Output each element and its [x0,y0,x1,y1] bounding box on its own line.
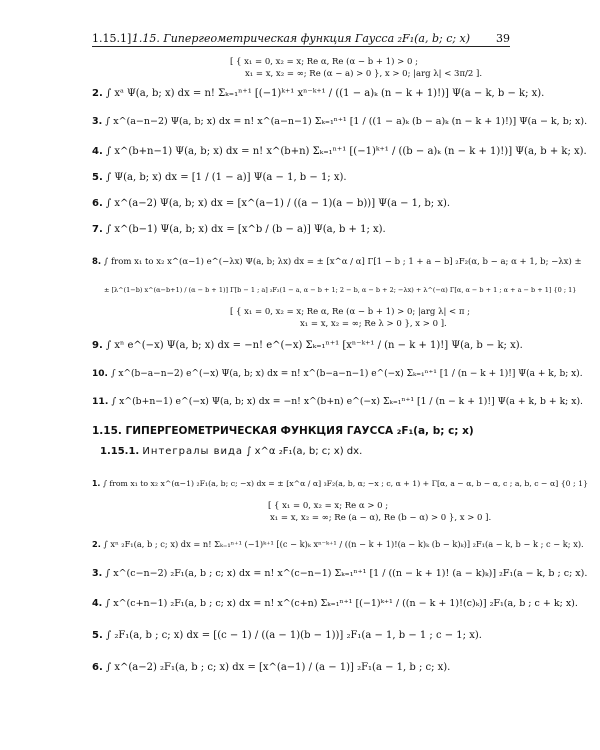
condition-line: x₁ = x, x₂ = ∞; Re λ > 0 }, x > 0 ]. [300,319,447,329]
formula-line [92,368,583,380]
formula-line [92,478,588,490]
formula-line [92,224,386,236]
formula-line [92,340,523,352]
formula-line [92,198,450,210]
condition-line: [ { x₁ = 0, x₂ = x; Re α > 0 ; [268,501,389,511]
condition-line: x₁ = x, x₂ = ∞; Re (α − a) > 0 }, x > 0; |arg λ| < 3π/2 ]. [245,69,483,79]
condition-line: x₁ = x, x₂ = ∞; Re (a − α), Re (b − α) > 0 }, x > 0 ]. [270,513,492,523]
formula-number: 4. [92,146,103,157]
header-section-number: 1.15.1] [92,32,132,45]
formula-number: 9. [92,340,103,351]
formula-text: ∫ xⁿ e^(−x) Ψ(a, b; x) dx = −n! e^(−x) Σₖ₌₁ⁿ⁺¹ [xⁿ⁻ᵏ⁺¹ / (n − k + 1)!] Ψ(a, b − k; x). [105,340,523,351]
formula-text: ∫ x^(a−n−2) Ψ(a, b; x) dx = n! x^(a−n−1) Σₖ₌₁ⁿ⁺¹ [1 / ((1 − a)ₖ (b − a)ₖ (n − k + 1)!)] Ψ(a − k, b; x). [105,116,588,127]
formula-line [92,172,347,184]
subsection-number: 1.15.1. [100,446,140,457]
formula-text: ∫ x^(c+n−1) ₂F₁(a, b ; c; x) dx = n! x^(c+n) Σₖ₌₁ⁿ⁺¹ [(−1)ᵏ⁺¹ / ((n − k + 1)!(c)ₖ)] ₂F₁(a, b ; c + k; x). [105,598,578,609]
formula-number: 4. [92,598,103,609]
formula-text: ∫ from x₁ to x₂ x^(α−1) ₂F₁(a, b; c; −x) dx = ± [x^α / α] ₃F₂(a, b, α; −x ; c, α + 1) + Γ[α, a − α, b − α, c ; a, b, c − α] {0 ; 1} [102,479,588,488]
subsection-formula: ∫ x^α ₂F₁(a, b; c; x) dx. [246,446,363,457]
formula-number: 1. [92,479,101,488]
page-number: 39 [496,32,510,45]
formula-continuation: ± [λ^(1−b) x^(α−b+1) / (α − b + 1)] Γ[b − 1 ; a] ₂F₂(1 − a, α − b + 1; 2 − b, α − b + 2; −λx) + λ^(−α) Γ[α, α − b + 1 ; α + a − b + 1] {0 ; 1} [104,286,577,294]
formula-text: ∫ from x₁ to x₂ x^(α−1) e^(−λx) Ψ(a, b; λx) dx = ± [x^α / α] Γ[1 − b ; 1 + a − b] ₂F₂(α, b − a; α + 1, b; −λx) ± [103,257,582,267]
formula-text: ∫ x^(a−2) Ψ(a, b; x) dx = [x^(a−1) / ((a − 1)(a − b))] Ψ(a − 1, b; x). [105,198,451,209]
formula-number: 8. [92,257,102,267]
formula-line [92,116,587,128]
formula-line [92,630,482,642]
formula-number: 2. [92,539,101,549]
formula-number: 11. [92,396,109,407]
section-title: 1.15. ГИПЕРГЕОМЕТРИЧЕСКАЯ ФУНКЦИЯ ГАУССА ₂F₁(a, b; c; x) [92,425,474,437]
formula-line [92,568,587,580]
formula-line [92,538,584,550]
condition-line: [ { x₁ = 0, x₂ = x; Re α, Re (α − b + 1) > 0; |arg λ| < π ; [230,307,471,317]
subsection-label: Интегралы вида [142,446,244,457]
formula-number: 5. [92,630,103,641]
formula-text: ∫ x^(c−n−2) ₂F₁(a, b ; c; x) dx = n! x^(c−n−1) Σₖ₌₁ⁿ⁺¹ [1 / ((n − k + 1)! (a − k)ₖ)] ₂F₁(a − k, b ; c; x). [105,568,588,579]
formula-line [92,256,582,268]
formula-text: ∫ x^(b−a−n−2) e^(−x) Ψ(a, b; x) dx = n! x^(b−a−n−1) e^(−x) Σₖ₌₁ⁿ⁺¹ [1 / (n − k + 1)!] Ψ(a + k, b; x). [110,369,583,379]
formula-line [92,396,583,408]
formula-number: 6. [92,662,103,673]
formula-text: ∫ xᵃ Ψ(a, b; x) dx = n! Σₖ₌₁ⁿ⁺¹ [(−1)ᵏ⁺¹ xⁿ⁻ᵏ⁺¹ / ((1 − a)ₖ (n − k + 1)!)] Ψ(a − k, b − k; x). [105,88,545,99]
formula-text: ∫ x^(b+n−1) Ψ(a, b; x) dx = n! x^(b+n) Σₖ₌₁ⁿ⁺¹ [(−1)ᵏ⁺¹ / ((b − a)ₖ (n − k + 1)!)] Ψ(a, b + k; x). [105,146,587,157]
formula-number: 10. [92,369,108,379]
formula-number: 6. [92,198,103,209]
formula-line [92,146,587,158]
formula-number: 3. [92,568,103,579]
formula-line [92,598,578,610]
condition-line: [ { x₁ = 0, x₂ = x; Re α, Re (α − b + 1) > 0 ; [230,57,418,67]
formula-text: ∫ ₂F₁(a, b ; c; x) dx = [(c − 1) / ((a − 1)(b − 1))] ₂F₁(a − 1, b − 1 ; c − 1; x). [105,630,482,641]
formula-number: 7. [92,224,103,235]
header-chapter-title: 1.15. Гипергеометрическая функция Гаусса ₂F₁(a, b; c; x) [131,32,471,45]
formula-number: 5. [92,172,103,183]
formula-number: 2. [92,88,103,99]
formula-line [92,88,544,100]
formula-text: ∫ xⁿ ₂F₁(a, b ; c; x) dx = n! Σₖ₌₁ⁿ⁺¹ (−1)ᵏ⁺¹ [(c − k)ₖ xⁿ⁻ᵏ⁺¹ / ((n − k + 1)!(a − k)ₖ (b − k)ₖ)] ₂F₁(a − k, b − k ; c − k; x). [103,539,584,549]
formula-text: ∫ x^(b+n−1) e^(−x) Ψ(a, b; x) dx = −n! x^(b+n) e^(−x) Σₖ₌₁ⁿ⁺¹ [1 / (n − k + 1)!] Ψ(a + k, b + k; x). [111,396,583,407]
formula-text: ∫ x^(a−2) ₂F₁(a, b ; c; x) dx = [x^(a−1) / (a − 1)] ₂F₁(a − 1, b ; c; x). [105,662,451,673]
running-header [92,32,510,47]
formula-number: 3. [92,116,103,127]
formula-text: ∫ x^(b−1) Ψ(a, b; x) dx = [x^b / (b − a)] Ψ(a, b + 1; x). [105,224,386,235]
formula-line [92,662,450,674]
formula-text: ∫ Ψ(a, b; x) dx = [1 / (1 − a)] Ψ(a − 1, b − 1; x). [105,172,347,183]
subsection-heading [100,446,362,458]
